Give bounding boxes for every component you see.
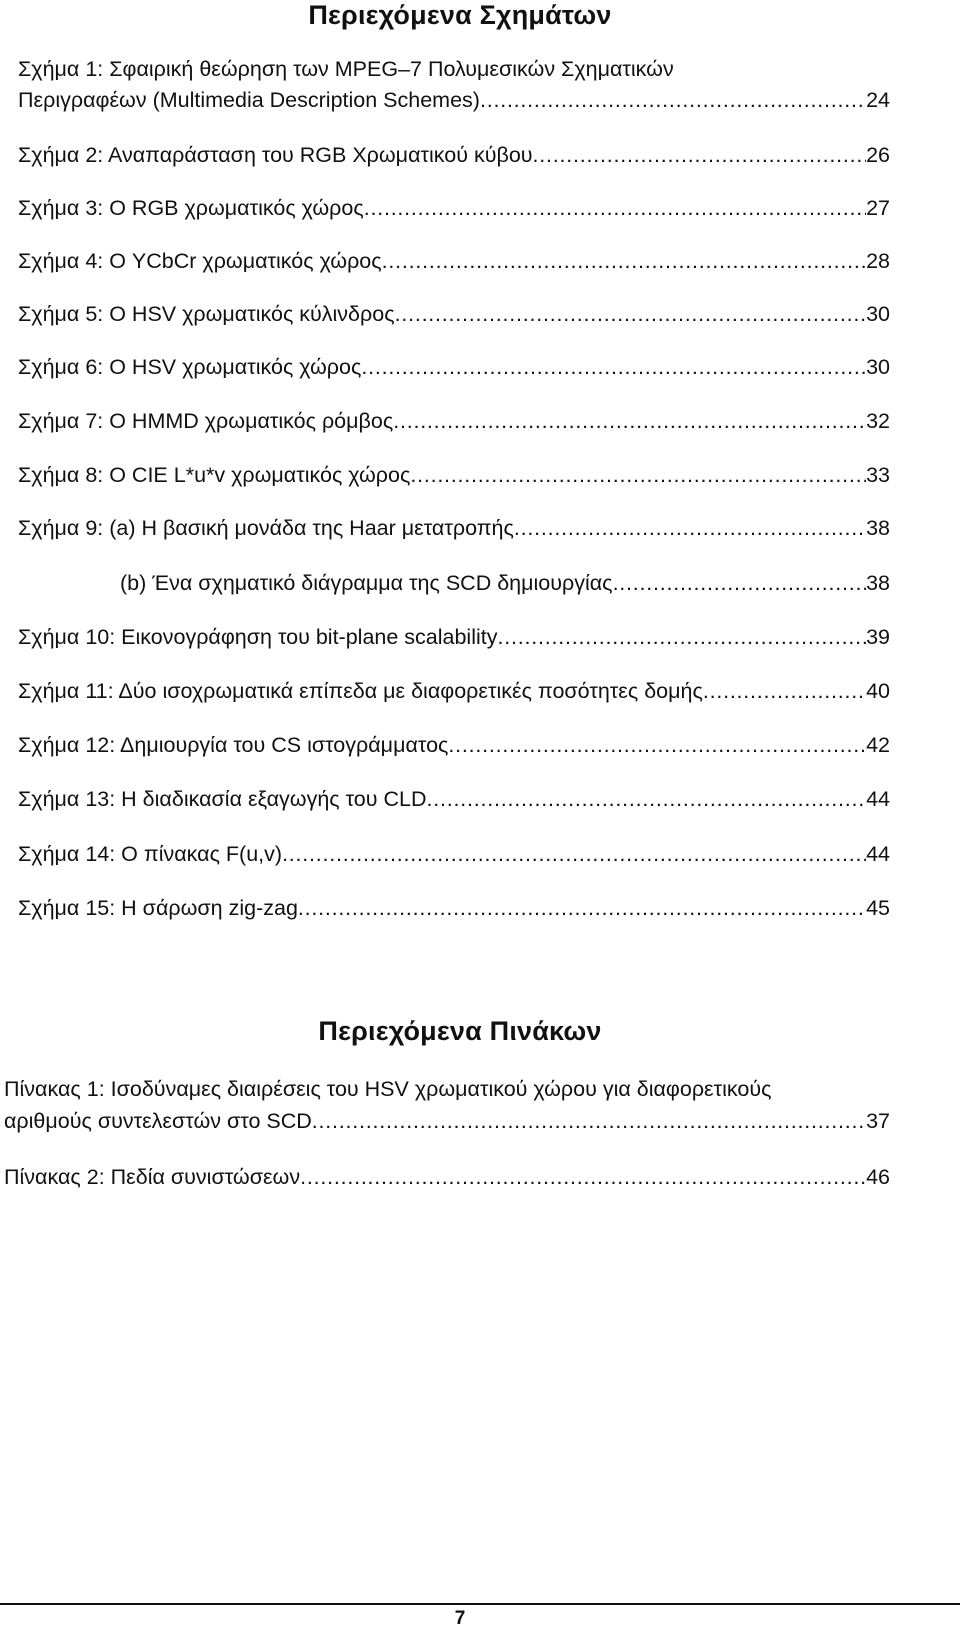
figure-entry-10[interactable]: [18, 624, 890, 650]
figure-entry-page: 30: [866, 355, 890, 379]
figure-entry-page: 38: [866, 516, 890, 540]
figure-entry-11[interactable]: [18, 678, 890, 704]
figure-entry-title: Σχήμα 15: Η σάρωση zig-zag: [18, 896, 298, 920]
figure-entry-title: Σχήμα 8: Ο CIE L*u*v χρωματικός χώρος: [18, 463, 411, 487]
figure-entry-3[interactable]: [18, 195, 890, 221]
dot-leader: [395, 301, 867, 327]
figure-entry-page: 33: [866, 463, 890, 487]
dot-leader: [533, 142, 867, 168]
figure-entry-9a[interactable]: [18, 515, 890, 541]
page-number: 7: [454, 1608, 466, 1629]
figures-contents-heading: Περιεχόμενα Σχημάτων: [308, 0, 612, 30]
figure-entry-5[interactable]: [18, 301, 890, 327]
figure-entry-4[interactable]: [18, 248, 890, 274]
dot-leader: [298, 895, 866, 921]
figure-entry-page: 28: [866, 249, 890, 273]
figure-entry-title: Σχήμα 4: Ο YCbCr χρωματικός χώρος: [18, 249, 382, 273]
figure-entry-page: 27: [866, 196, 890, 220]
dot-leader: [393, 408, 866, 434]
table-entry-1[interactable]: [4, 1108, 890, 1134]
figure-entry-page: 42: [866, 733, 890, 757]
figure-entry-title: Σχήμα 2: Αναπαράσταση του RGB Χρωματικού κύβου: [18, 143, 533, 167]
figure-entry-page: 32: [866, 409, 890, 433]
figure-entry-1-line-1: Σχήμα 1: Σφαιρική θεώρηση των MPEG–7 Πολυμεσικών Σχηματικών: [18, 57, 674, 81]
dot-leader: [382, 248, 866, 274]
table-entry-2[interactable]: [4, 1164, 890, 1190]
table-entry-1-line-1: Πίνακας 1: Ισοδύναμες διαιρέσεις του HSV χρωματικού χώρου για διαφορετικούς: [4, 1077, 772, 1101]
figure-entry-page: 39: [866, 625, 890, 649]
dot-leader: [312, 1108, 866, 1134]
figure-entry-title: Σχήμα 10: Εικονογράφηση του bit-plane scalability: [18, 625, 498, 649]
figure-entry-13[interactable]: [18, 786, 890, 812]
figure-entry-title: Σχήμα 13: Η διαδικασία εξαγωγής του CLD: [18, 787, 427, 811]
figure-entry-title: Σχήμα 5: Ο HSV χρωματικός κύλινδρος: [18, 302, 395, 326]
dot-leader: [448, 732, 866, 758]
dot-leader: [514, 515, 866, 541]
figure-entry-7[interactable]: [18, 408, 890, 434]
figure-entry-title: Σχήμα 12: Δημιουργία του CS ιστογράμματος: [18, 733, 449, 757]
dot-leader: [410, 462, 866, 488]
figure-entry-9b[interactable]: [120, 570, 890, 596]
figure-entry-2[interactable]: [18, 142, 890, 168]
dot-leader: [282, 841, 866, 867]
dot-leader: [498, 624, 867, 650]
tables-contents-heading: Περιεχόμενα Πινάκων: [318, 1016, 602, 1046]
figure-entry-page: 24: [866, 88, 890, 112]
figure-entry-title: Σχήμα 6: Ο HSV χρωματικός χώρος: [18, 355, 362, 379]
figure-entry-title: Περιγραφέων (Multimedia Description Schemes): [18, 88, 480, 112]
figure-entry-page: 30: [866, 302, 890, 326]
figure-entry-title: Σχήμα 11: Δύο ισοχρωματικά επίπεδα με διαφορετικές ποσότητες δομής: [18, 679, 703, 703]
dot-leader: [300, 1164, 866, 1190]
dot-leader: [427, 786, 867, 812]
table-entry-page: 46: [866, 1165, 890, 1189]
figure-entry-14[interactable]: [18, 841, 890, 867]
figure-entry-title: Σχήμα 3: Ο RGB χρωματικός χώρος: [18, 196, 364, 220]
footer-rule: [0, 1603, 960, 1605]
dot-leader: [480, 87, 866, 113]
figure-entry-page: 44: [866, 787, 890, 811]
figure-entry-page: 45: [866, 896, 890, 920]
figure-entry-15[interactable]: [18, 895, 890, 921]
figure-entry-1[interactable]: [18, 87, 890, 113]
table-entry-title: αριθμούς συντελεστών στο SCD: [4, 1109, 312, 1133]
figure-entry-page: 38: [866, 571, 890, 595]
dot-leader: [703, 678, 866, 704]
figure-entry-title: Σχήμα 9: (a) Η βασική μονάδα της Haar μετατροπής: [18, 516, 514, 540]
figure-entry-title: (b) Ένα σχηματικό διάγραμμα της SCD δημιουργίας: [120, 571, 613, 595]
dot-leader: [613, 570, 867, 596]
figure-entry-page: 40: [866, 679, 890, 703]
figure-entry-title: Σχήμα 7: Ο HMMD χρωματικός ρόμβος: [18, 409, 394, 433]
figure-entry-title: Σχήμα 14: Ο πίνακας F(u,v): [18, 842, 283, 866]
table-entry-page: 37: [866, 1109, 890, 1133]
figure-entry-12[interactable]: [18, 732, 890, 758]
table-entry-title: Πίνακας 2: Πεδία συνιστώσεων: [4, 1165, 301, 1189]
figure-entry-8[interactable]: [18, 462, 890, 488]
figure-entry-6[interactable]: [18, 354, 890, 380]
dot-leader: [361, 354, 866, 380]
figure-entry-page: 26: [866, 143, 890, 167]
dot-leader: [364, 195, 866, 221]
figure-entry-page: 44: [866, 842, 890, 866]
